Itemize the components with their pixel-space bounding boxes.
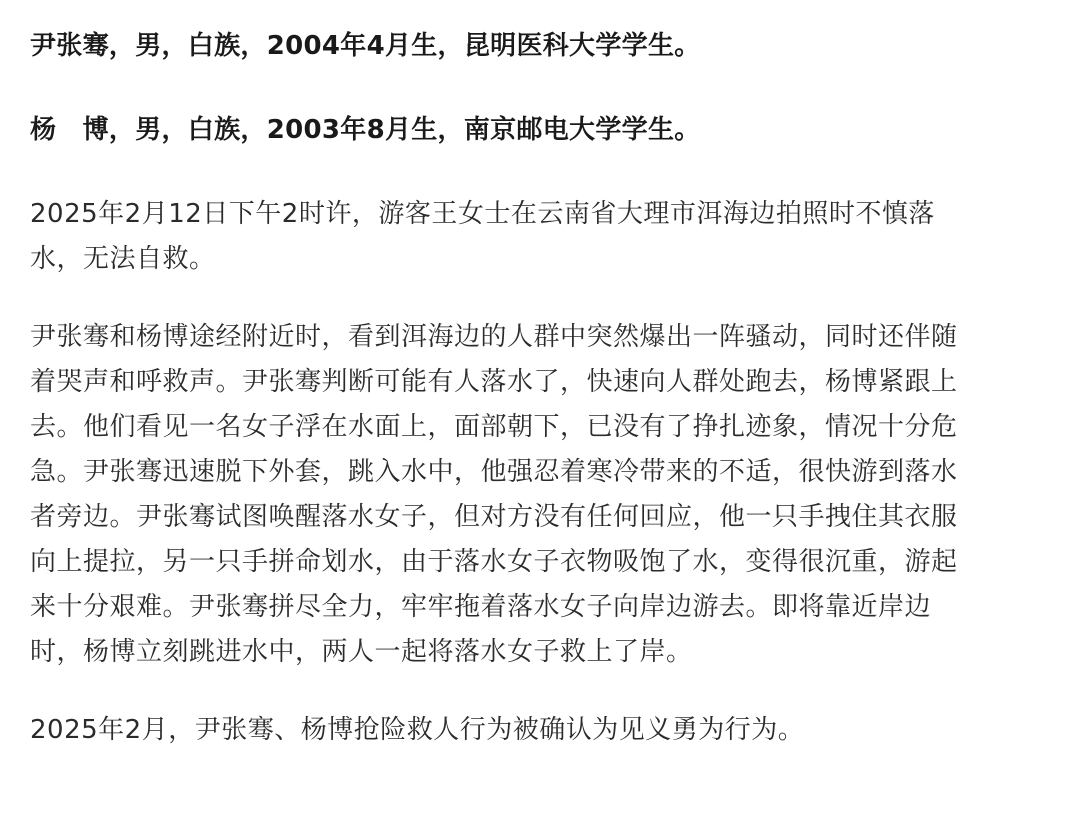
text-line: 时，杨博立刻跳进水中，两人一起将落水女子救上了岸。: [30, 637, 693, 667]
text-line: 尹张骞和杨博途经附近时，看到洱海边的人群中突然爆出一阵骚动，同时还伴随: [30, 322, 958, 352]
person-intro-yang: [30, 108, 1050, 153]
intro-line: 尹张骞，男，白族，2004年4月生，昆明医科大学学生。: [30, 31, 701, 61]
text-line: 水，无法自救。: [30, 244, 216, 274]
intro-line: 杨 博，男，白族，2003年8月生，南京邮电大学学生。: [30, 115, 701, 145]
text-line: 向上提拉，另一只手拼命划水，由于落水女子衣物吸饱了水，变得很沉重，游起: [30, 547, 958, 577]
text-line: 者旁边。尹张骞试图唤醒落水女子，但对方没有任何回应，他一只手拽住其衣服: [30, 502, 958, 532]
rescue-paragraph: [30, 315, 1050, 675]
person-intro-yin: [30, 24, 1050, 69]
text-line: 2025年2月，尹张骞、杨博抢险救人行为被确认为见义勇为行为。: [30, 715, 805, 745]
text-line: 去。他们看见一名女子浮在水面上，面部朝下，已没有了挣扎迹象，情况十分危: [30, 412, 958, 442]
recognition-paragraph: [30, 708, 1050, 753]
text-line: 着哭声和呼救声。尹张骞判断可能有人落水了，快速向人群处跑去，杨博紧跟上: [30, 367, 958, 397]
text-line: 2025年2月12日下午2时许，游客王女士在云南省大理市洱海边拍照时不慎落: [30, 199, 935, 229]
incident-paragraph: [30, 192, 1050, 282]
text-line: 急。尹张骞迅速脱下外套，跳入水中，他强忍着寒冷带来的不适，很快游到落水: [30, 457, 958, 487]
text-line: 来十分艰难。尹张骞拼尽全力，牢牢拖着落水女子向岸边游去。即将靠近岸边: [30, 592, 932, 622]
